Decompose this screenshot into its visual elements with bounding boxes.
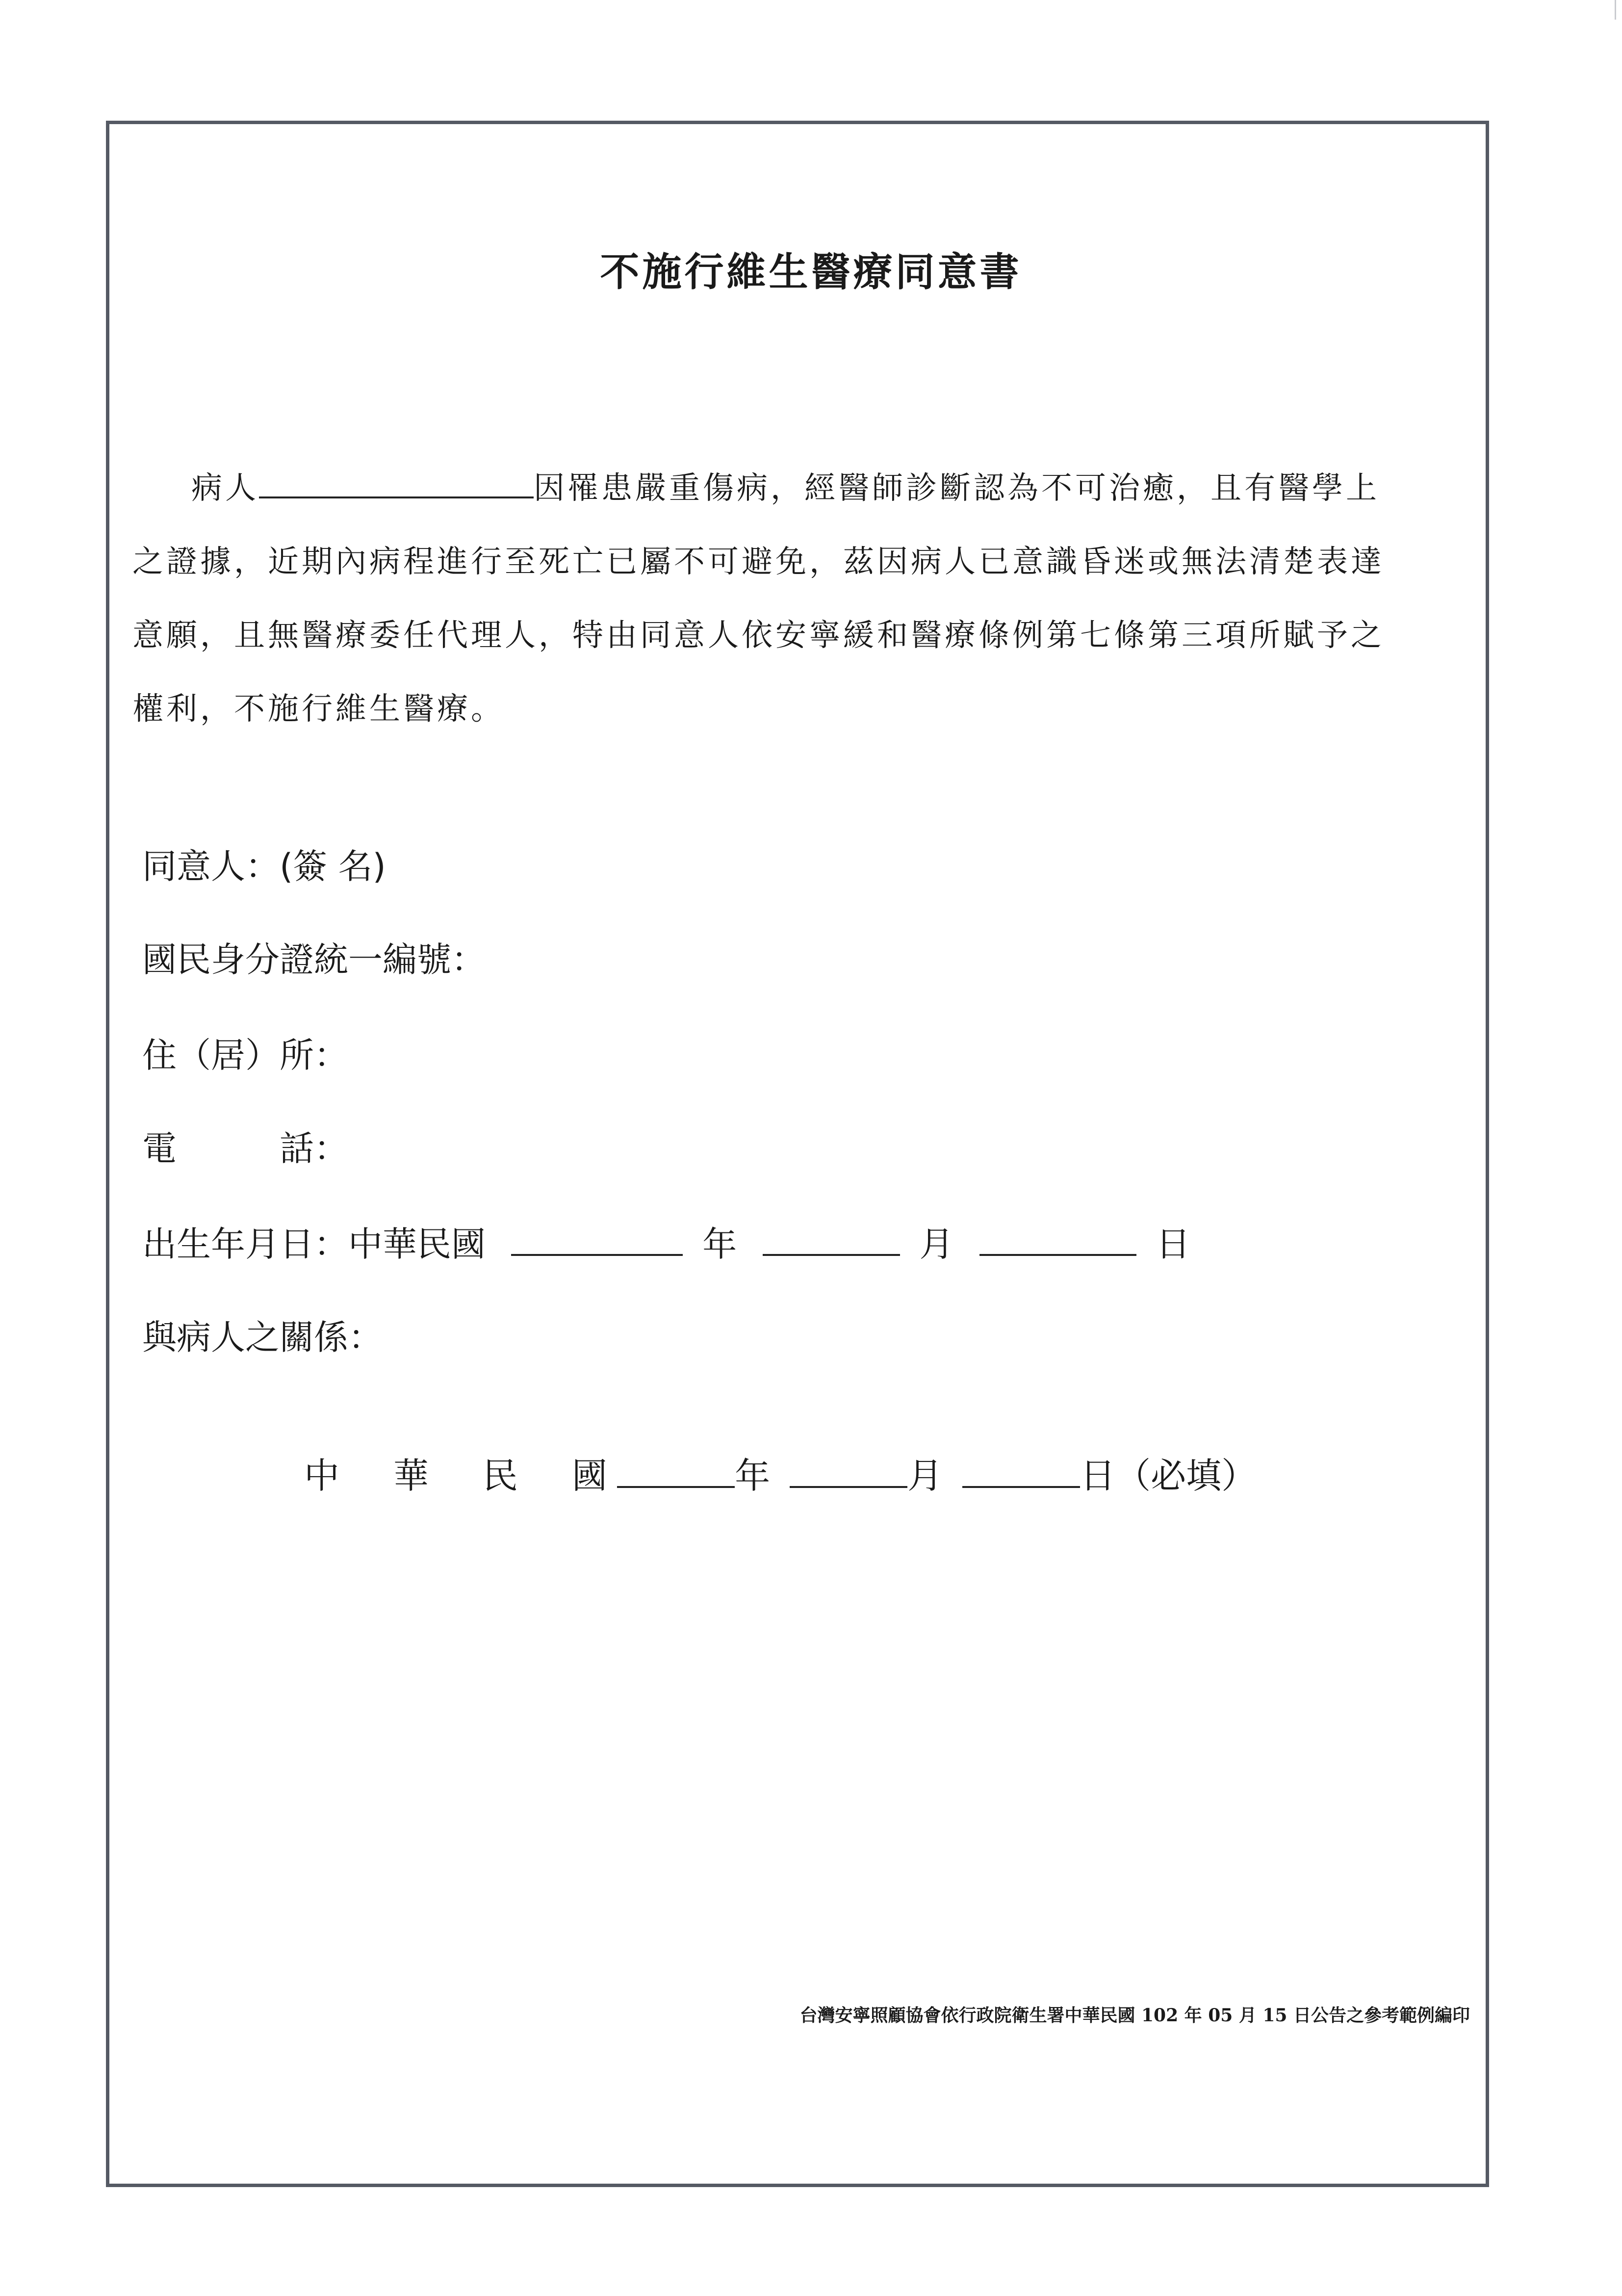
signing-date-line <box>304 1447 1257 1498</box>
date-char-3: 民 <box>483 1455 518 1496</box>
date-char-2: 華 <box>393 1455 429 1496</box>
birth-year-label: 年 <box>702 1224 737 1264</box>
consent-paragraph <box>132 451 1476 746</box>
sign-month-blank[interactable] <box>790 1483 907 1488</box>
phone-field <box>142 1121 348 1171</box>
phone-label-b: 話： <box>280 1128 348 1169</box>
relation-field: 與病人之關係： <box>142 1317 383 1357</box>
sign-year-label: 年 <box>735 1455 771 1496</box>
paragraph-line-1-text: 因罹患嚴重傷病，經醫師診斷認為不可治癒，且有醫學上 <box>534 470 1380 506</box>
footer-note: 台灣安寧照顧協會依行政院衛生署中華民國 102 年 05 月 15 日公告之參考範例編印 <box>799 2005 1470 2026</box>
id-number-field: 國民身分證統一編號： <box>142 939 486 980</box>
paragraph-line-1 <box>132 451 1476 525</box>
document-title: 不施行維生醫療同意書 <box>600 249 1022 295</box>
sign-day-label: 日（必填） <box>1080 1455 1257 1496</box>
birth-month-blank[interactable] <box>763 1251 900 1256</box>
phone-label-a: 電 <box>142 1128 177 1169</box>
scan-edge-mark <box>1615 0 1616 20</box>
birthdate-field <box>142 1217 1190 1266</box>
birthdate-label: 出生年月日：中華民國 <box>142 1224 486 1264</box>
birth-year-blank[interactable] <box>511 1251 683 1256</box>
birth-day-blank[interactable] <box>979 1251 1136 1256</box>
sign-year-blank[interactable] <box>617 1483 735 1488</box>
date-char-4: 國 <box>572 1455 608 1496</box>
birth-day-label: 日 <box>1156 1224 1190 1264</box>
paragraph-line-3: 意願，且無醫療委任代理人，特由同意人依安寧緩和醫療條例第七條第三項所賦予之 <box>132 617 1385 653</box>
paragraph-line-2: 之證據，近期內病程進行至死亡已屬不可避免，茲因病人已意識昏迷或無法清楚表達 <box>132 544 1385 579</box>
patient-label: 病人 <box>191 470 259 506</box>
sign-day-blank[interactable] <box>962 1483 1080 1488</box>
signer-field: 同意人：(簽 名) <box>142 846 386 887</box>
sign-month-label: 月 <box>907 1455 943 1496</box>
birth-month-label: 月 <box>919 1224 954 1264</box>
address-field: 住（居）所： <box>142 1035 348 1075</box>
paragraph-line-4: 權利，不施行維生醫療。 <box>132 691 505 727</box>
date-char-1: 中 <box>304 1455 340 1496</box>
patient-name-blank[interactable] <box>259 494 534 498</box>
